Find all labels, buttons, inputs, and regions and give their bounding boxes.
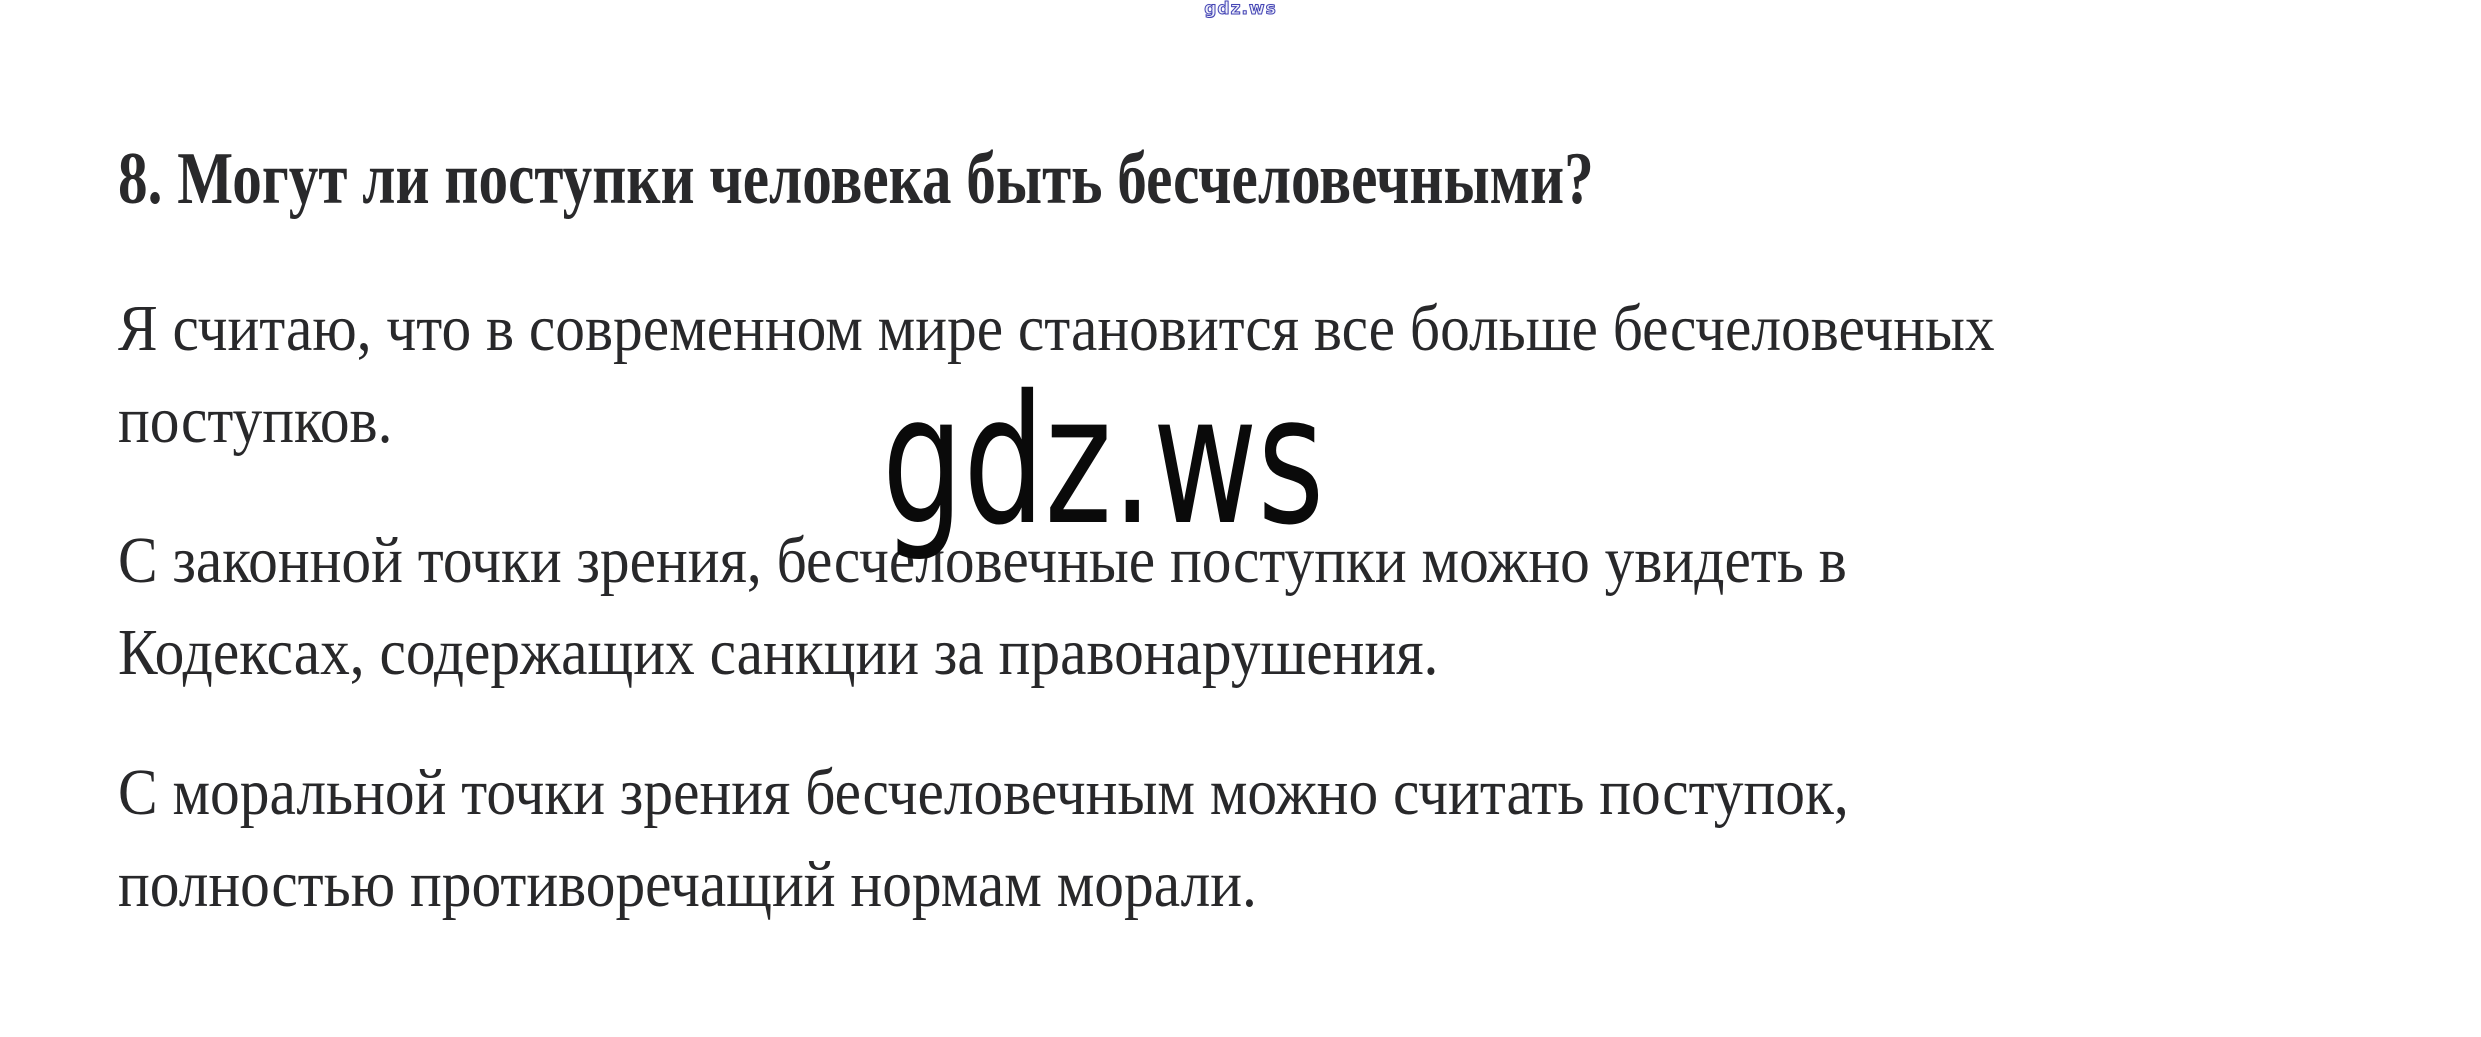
paragraph-line: Кодексах, содержащих санкции за правонарушения. xyxy=(118,616,1439,689)
answer-paragraph xyxy=(118,747,2481,931)
paragraph-line: Я считаю, что в современном мире становится все больше бесчеловечных xyxy=(118,292,1995,365)
paragraph-line: С законной точки зрения, бесчеловечные поступки можно увидеть в xyxy=(118,524,1847,597)
site-watermark-small: gdz.ws xyxy=(1204,0,1277,19)
question-heading: 8. Могут ли поступки человека быть бесчеловечными? xyxy=(118,138,1594,220)
paragraph-line: поступков. xyxy=(118,384,393,457)
paragraph-line: С моральной точки зрения бесчеловечным можно считать поступок, xyxy=(118,756,1849,829)
paragraph-line: полностью противоречащий нормам морали. xyxy=(118,848,1257,921)
site-watermark-large: gdz.ws xyxy=(882,357,1325,564)
